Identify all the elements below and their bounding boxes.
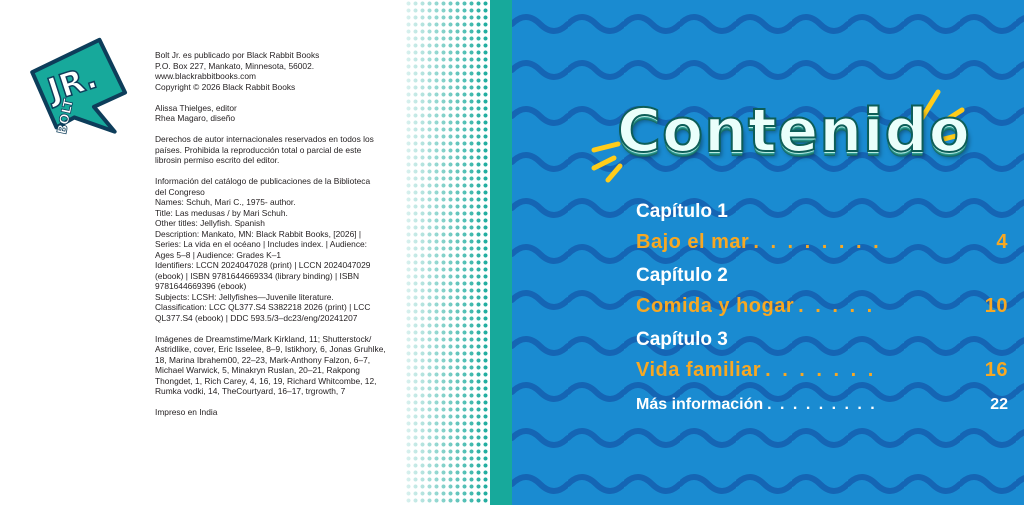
copyright-rights: Derechos de autor internacionales reservados en todos los países. Prohibida la reproducción total o parcial de este librosin permiso escrito del editor. [155, 134, 374, 165]
chapter-name: Vida familiar [636, 359, 762, 381]
chapter-page-number: 16 [984, 359, 1008, 381]
copyright-publisher: Bolt Jr. es publicado por Black Rabbit Books P.O. Box 227, Mankato, Minnesota, 56002. www.blackrabbitbooks.com Copyright © 2026 Black Rabbit Books [155, 50, 320, 92]
toc-chapter-3[interactable] [636, 325, 1008, 385]
chapter-name: Bajo el mar [636, 231, 750, 253]
more-info-page-number: 22 [990, 396, 1008, 413]
halftone-edge [490, 0, 512, 505]
chapter-label: Capítulo 3 [636, 329, 728, 350]
copyright-images: Imágenes de Dreamstime/Mark Kirkland, 11; Shutterstock/ Astridlike, cover, Eric Isselee, 8–9, Istikhory, 6, Jonas Gruhlke, 18, Marina Ibrahem00, 22–23, Mark-Anthony Falzon, 6–7, Michael Warwick, 5, Minakryn Ruslan, 20–21, Rakpong Thongdet, 1, Rich Carey, 4, 16, 19, Richard Whitcombe, 12, Rumka vodki, 14, TheCourtyard, 16–17, trgrowth, 7 [155, 333, 386, 396]
toc-chapter-2[interactable] [636, 261, 1008, 321]
chapter-label: Capítulo 1 [636, 201, 728, 222]
copyright-credits: Alissa Thielges, editor Rhea Magaro, diseño [155, 102, 237, 123]
chapter-page-number: 10 [984, 295, 1008, 317]
title-area [572, 88, 1012, 198]
more-info-leader-dots: . . . . . . . . . [767, 396, 877, 413]
toc-more-info[interactable] [636, 391, 1008, 419]
copyright-printed: Impreso en India [155, 407, 218, 417]
chapter-page-number: 4 [996, 231, 1008, 253]
chapter-leader-dots: . . . . . . . [765, 359, 877, 381]
chapter-label: Capítulo 2 [636, 265, 728, 286]
chapter-leader-dots: . . . . . [798, 295, 876, 317]
bolt-jr-logo [28, 36, 136, 154]
chapter-leader-dots: . . . . . . . . [753, 231, 882, 253]
copyright-text [155, 50, 395, 428]
logo-text-bolt: BOLT [54, 97, 78, 136]
chapter-name: Comida y hogar [636, 295, 795, 317]
logo-text-jr: JR. [42, 57, 102, 110]
toc-chapter-1[interactable] [636, 197, 1008, 257]
more-info-name: Más información [636, 396, 764, 413]
copyright-catalog: Información del catálogo de publicaciones de la Biblioteca del Congreso Names: Schuh, Mari C., 1975- author. Title: Las medusas / by Mari Schuh. Other titles: Jellyfish. Spanish Description: Mankato, MN: Black Rabbit Books, [2026] | Series: La vida en el océano | Includes index. | Audience: Ages 5–8 | Audience: Grades K–1 Identifiers: LCCN 2024047028 (print) | LCCN 2024047029 (ebook) | ISBN 9781644669334 (library binding) | ISBN 9781644669396 (ebook) Subjects: LCSH: Jellyfishes—Juvenile literature. Classification: LCC QL377.S4 S382218 2026 (print) | LCC QL377.S4 (ebook) | DDC 593.5/3–dc23/eng/20241207 [155, 176, 371, 323]
contents-title: Contenido [617, 96, 971, 166]
contents-page [512, 0, 1024, 505]
table-of-contents [636, 197, 1008, 419]
